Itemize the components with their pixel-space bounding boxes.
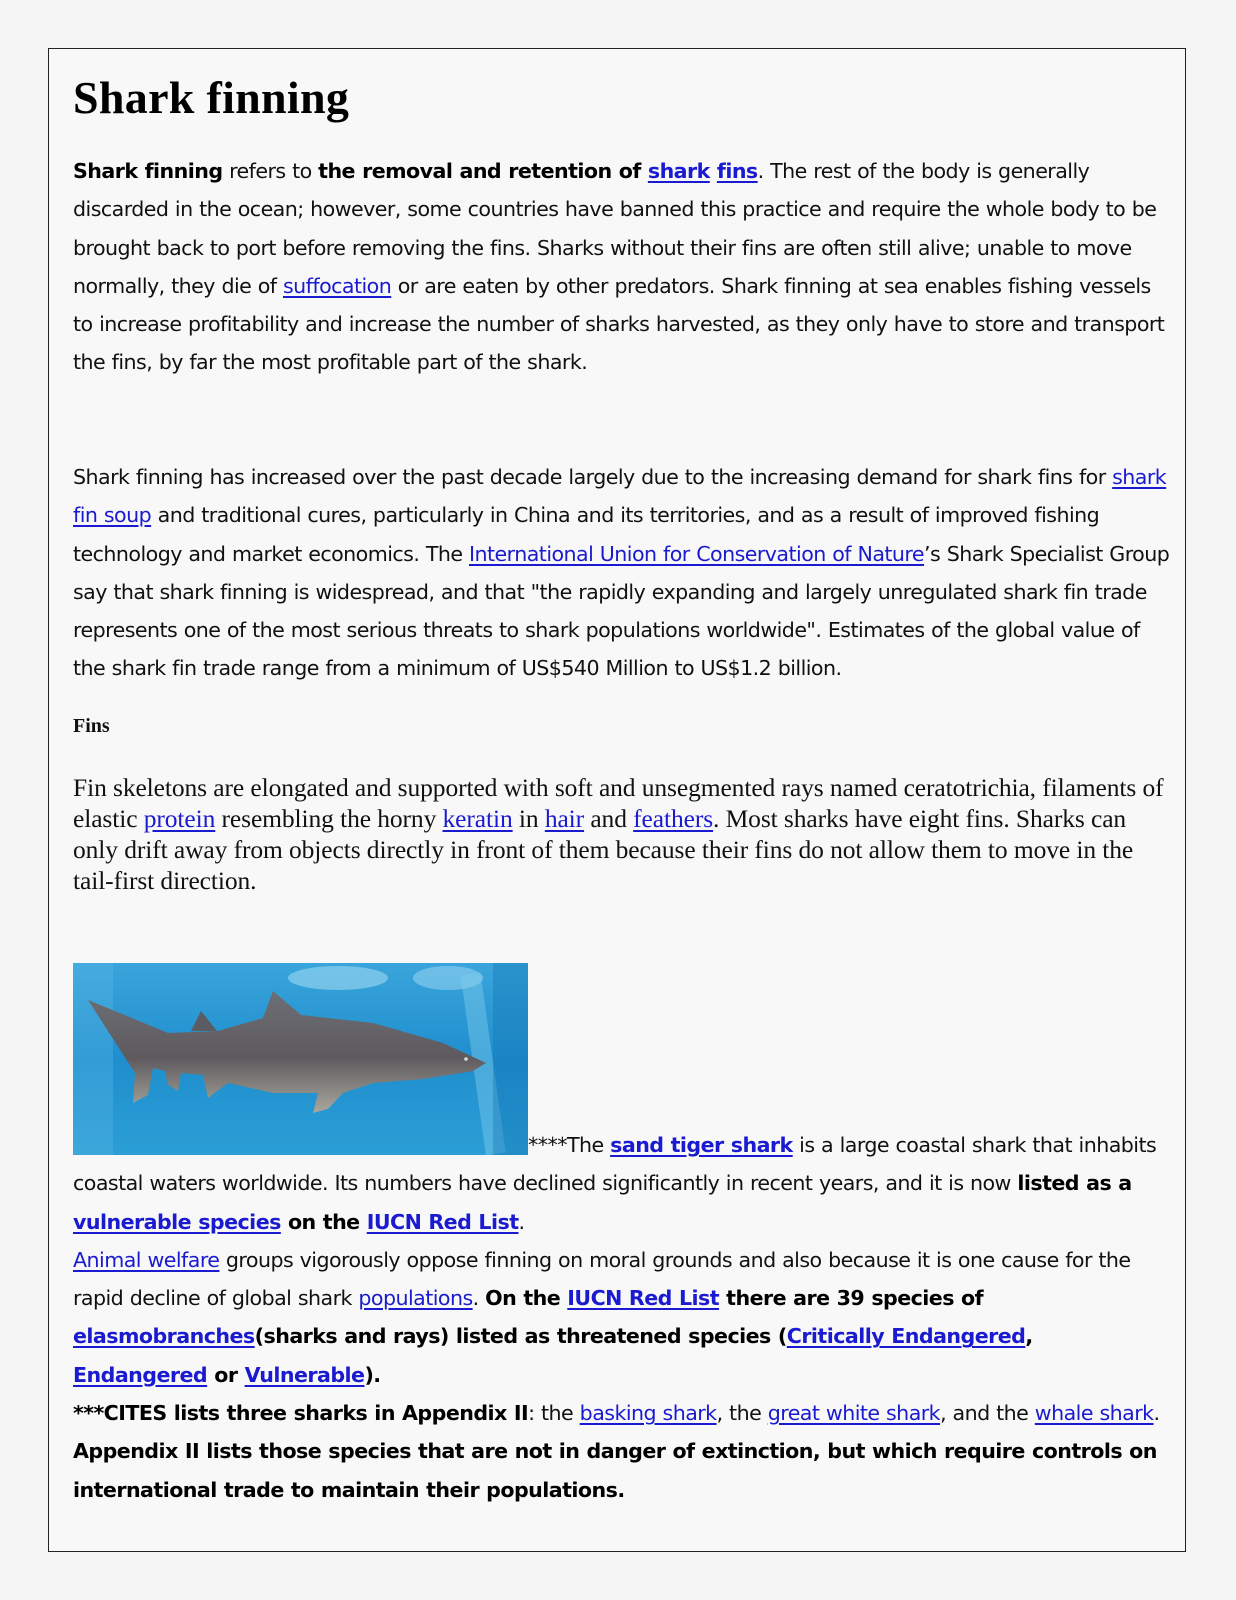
text: is a large coastal shark that inhabits coastal waters worldwide. Its numbers have declined significantly in recent years, and it is now [73,1133,1157,1196]
bold-text: there are 39 species of [719,1286,984,1311]
text: . The rest of the body is generally discarded in the ocean; however, some countries have banned this practice and require the whole body to be brought back to port before removing the fins. Sharks without their fins are often still alive; unable to move normally, they die of [73,159,1157,298]
text: and [584,804,634,833]
link-vulnerable-species[interactable]: vulnerable species [73,1209,281,1234]
text: . [472,1286,486,1311]
text: and traditional cures, particularly in China and its territories, and as a result of improved fishing technology and market economics. The [73,503,1100,566]
link-vulnerable[interactable]: Vulnerable [244,1362,365,1387]
text: Shark finning has increased over the past decade largely due to the increasing demand for shark fins for [73,465,1113,489]
link-shark-fin-soup[interactable]: shark fin soup [73,465,1167,528]
bold-text: or [207,1362,245,1387]
text: , the [716,1401,768,1426]
bold-text: on the [280,1209,367,1234]
text: . Most sharks have eight fins. Sharks can only drift away from objects directly in front of them because their fins do not allow them to move in the tail-first direction. [73,804,1134,895]
text: : the [528,1401,580,1426]
text: groups vigorously oppose finning on moral grounds and also because it is one cause for the rapid decline of global shark [73,1247,1131,1311]
image-spacer [73,1151,528,1152]
link-iucn[interactable]: International Union for Conservation of Nature [469,541,925,566]
link-iucn-red-list[interactable]: IUCN Red List [366,1209,519,1234]
link-endangered[interactable]: Endangered [73,1362,208,1387]
text: ****The [528,1133,611,1157]
text: refers to [222,159,319,183]
text: Fin skeletons are elongated and supported with soft and unsegmented rays named ceratotrichia, filaments of elastic [73,773,1164,833]
text: or are eaten by other predators. Shark finning at sea enables fishing vessels to increase profitability and increase the number of sharks harvested, as they only have to store and transport the fins, by far the most profitable part of the shark. [73,273,1165,375]
demand-paragraph [73,458,1173,688]
text: . [1153,1401,1160,1426]
text: . [518,1209,525,1234]
space [710,159,717,183]
link-feathers[interactable]: feathers [633,804,714,833]
bold-text: the removal and retention of [318,159,648,183]
bold-text: listed as a [1017,1171,1132,1196]
link-shark[interactable]: shark [647,159,710,183]
link-populations[interactable]: populations [358,1286,473,1311]
link-whale-shark[interactable]: whale shark [1034,1401,1154,1426]
intro-paragraph [73,152,1173,382]
text: resembling the horny [215,804,443,833]
text: in [512,804,545,833]
bold-text: ***CITES lists three sharks in Appendix II [73,1401,529,1426]
bold-text: ). [364,1362,381,1387]
sand-tiger-paragraph [73,1126,1173,1509]
text: , and the [940,1401,1035,1426]
bold-text: On the [485,1286,568,1311]
page-title: Shark finning [73,72,350,123]
link-elasmobranches[interactable]: elasmobranches [73,1324,255,1349]
link-keratin[interactable]: keratin [442,804,513,833]
bold-text: (sharks and rays) listed as threatened species ( [254,1324,787,1349]
fins-paragraph [73,772,1173,896]
bold-text: , [1025,1324,1033,1349]
link-fins[interactable]: fins [716,159,758,183]
link-animal-welfare[interactable]: Animal welfare [73,1247,220,1272]
text: ’s Shark Specialist Group say that shark finning is widespread, and that "the rapidly expanding and largely unregulated shark fin trade represents one of the most serious threats to shark populations worldwide". Estimates of the global value of the shark fin trade range from a minimum of US$540 Million to US$1.2 billion. [73,541,1170,681]
link-protein[interactable]: protein [143,804,216,833]
bold-term: Shark finning [73,159,223,183]
bold-text: Appendix II lists those species that are not in danger of extinction, but which require controls on international trade to maintain their populations. [73,1439,1157,1502]
link-basking-shark[interactable]: basking shark [579,1401,717,1426]
link-iucn-red-list-2[interactable]: IUCN Red List [567,1286,720,1311]
document-page [48,48,1186,1552]
link-critically-endangered[interactable]: Critically Endangered [786,1324,1026,1349]
link-sand-tiger-shark[interactable]: sand tiger shark [610,1133,793,1157]
link-hair[interactable]: hair [544,804,585,833]
section-heading-fins: Fins [73,715,110,737]
link-suffocation[interactable]: suffocation [283,273,392,298]
link-great-white-shark[interactable]: great white shark [767,1401,941,1426]
